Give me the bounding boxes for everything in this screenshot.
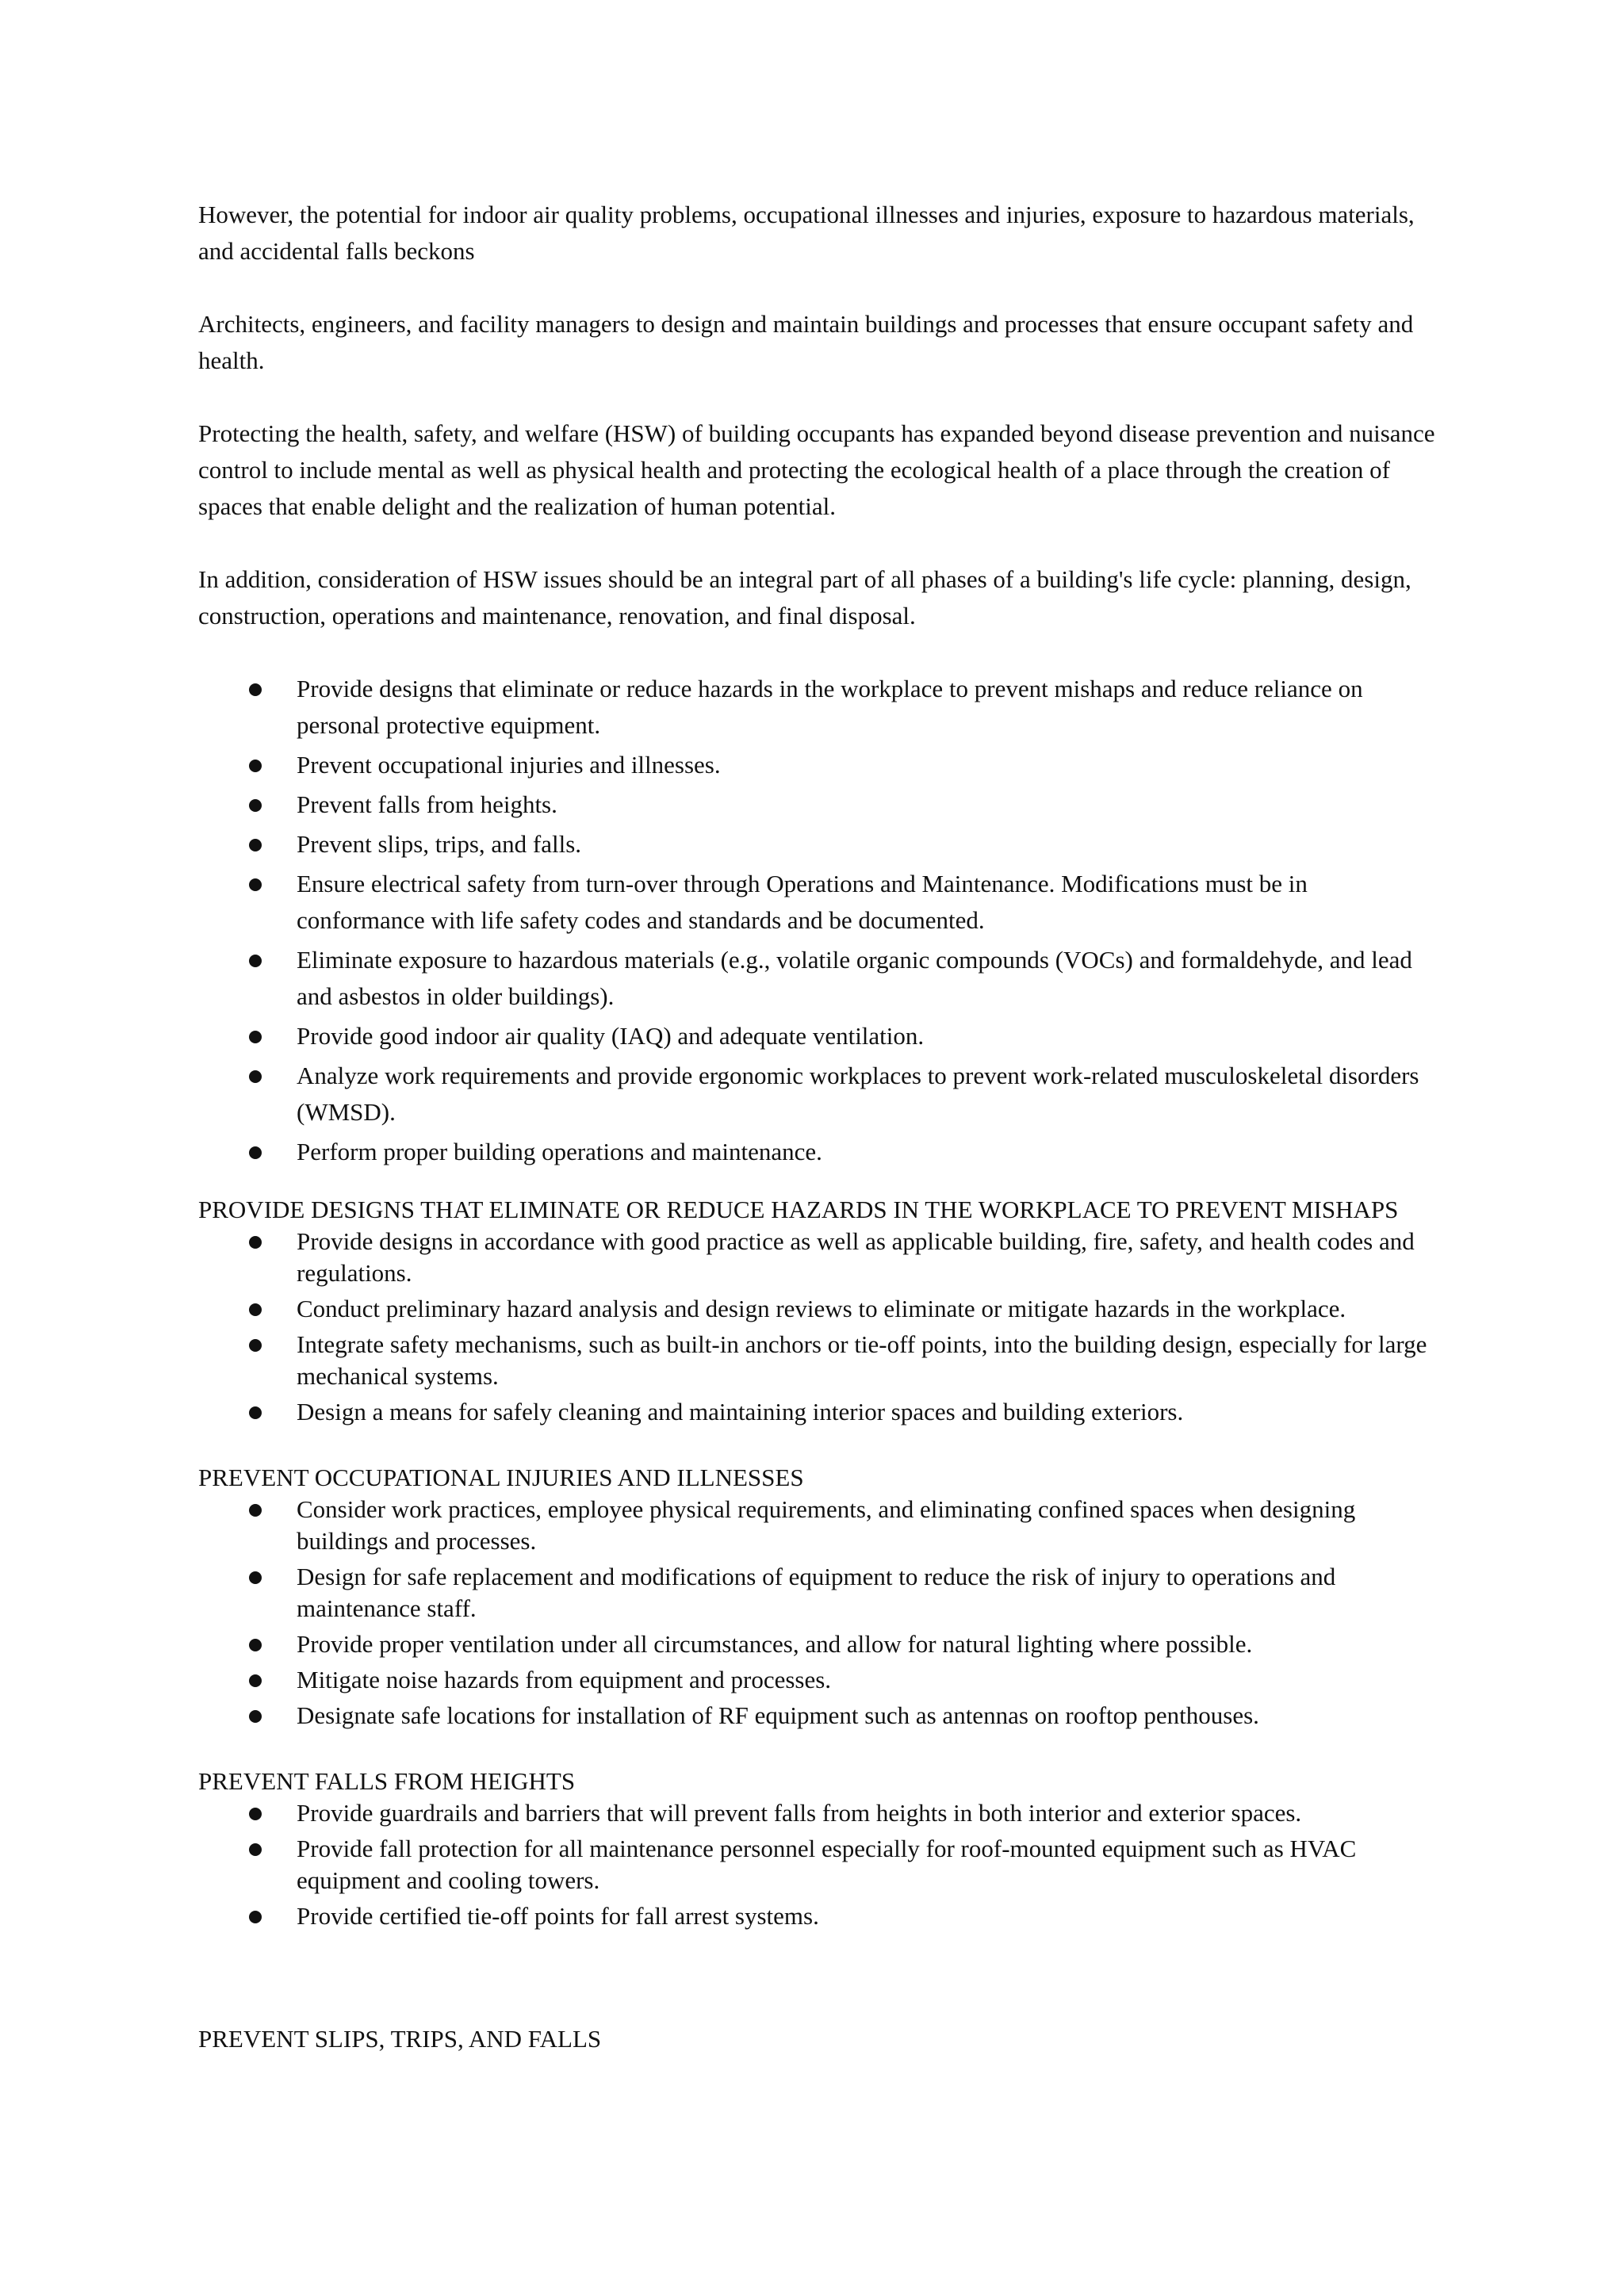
section-bullet-list (198, 1494, 1442, 1732)
paragraph-life-cycle: In addition, consideration of HSW issues should be an integral part of all phases of a building's life cycle: planning, design, construction, operations and maintenance, renovation, and final disposal. (198, 565, 1411, 629)
list-item: Integrate safety mechanisms, such as built-in anchors or tie-off points, into the building design, especially for large mechanical systems. (198, 1329, 1442, 1392)
list-item: Mitigate noise hazards from equipment and processes. (198, 1664, 1442, 1696)
section-occupational-injuries (198, 1462, 1442, 1732)
list-item: Prevent falls from heights. (198, 786, 1442, 823)
list-item: Provide fall protection for all maintenance personnel especially for roof-mounted equipment such as HVAC equipment and cooling towers. (198, 1833, 1442, 1896)
section-slips-trips-falls (198, 2023, 1442, 2055)
list-item: Design for safe replacement and modifications of equipment to reduce the risk of injury to operations and maintenance staff. (198, 1561, 1442, 1624)
list-item: Provide good indoor air quality (IAQ) and adequate ventilation. (198, 1018, 1442, 1054)
section-heading: PREVENT FALLS FROM HEIGHTS (198, 1767, 576, 1795)
section-bullet-list (198, 1797, 1442, 1932)
list-item: Provide designs in accordance with good practice as well as applicable building, fire, safety, and health codes and regulations. (198, 1226, 1442, 1289)
main-bullet-list (198, 671, 1442, 1170)
list-item: Eliminate exposure to hazardous materials (e.g., volatile organic compounds (VOCs) and formaldehyde, and lead and asbestos in older buildings). (198, 942, 1442, 1015)
section-bullet-list (198, 1226, 1442, 1428)
list-item: Designate safe locations for installation of RF equipment such as antennas on rooftop penthouses. (198, 1700, 1442, 1732)
section-heading: PREVENT SLIPS, TRIPS, AND FALLS (198, 2025, 602, 2053)
list-item: Prevent slips, trips, and falls. (198, 826, 1442, 863)
list-item: Provide designs that eliminate or reduce hazards in the workplace to prevent mishaps and reduce reliance on personal protective equipment. (198, 671, 1442, 744)
section-falls-from-heights (198, 1766, 1442, 1932)
section-eliminate-hazards (198, 1194, 1442, 1428)
list-item: Ensure electrical safety from turn-over through Operations and Maintenance. Modifications must be in conformance with life safety codes and standards and be documented. (198, 866, 1442, 939)
paragraph-architects: Architects, engineers, and facility managers to design and maintain buildings and processes that ensure occupant safety and health. (198, 310, 1414, 374)
section-heading: PROVIDE DESIGNS THAT ELIMINATE OR REDUCE HAZARDS IN THE WORKPLACE TO PREVENT MISHAPS (198, 1196, 1399, 1223)
list-item: Perform proper building operations and maintenance. (198, 1134, 1442, 1170)
list-item: Consider work practices, employee physical requirements, and eliminating confined spaces when designing buildings and processes. (198, 1494, 1442, 1557)
list-item: Conduct preliminary hazard analysis and design reviews to eliminate or mitigate hazards in the workplace. (198, 1293, 1442, 1325)
list-item: Provide certified tie-off points for fall arrest systems. (198, 1900, 1442, 1932)
list-item: Provide guardrails and barriers that will prevent falls from heights in both interior and exterior spaces. (198, 1797, 1442, 1829)
list-item: Design a means for safely cleaning and maintaining interior spaces and building exteriors. (198, 1396, 1442, 1428)
paragraph-hsw: Protecting the health, safety, and welfare (HSW) of building occupants has expanded beyond disease prevention and nuisance control to include mental as well as physical health and protecting the ecological health of a place through the creation of spaces that enable delight and the realization of human potential. (198, 419, 1435, 520)
list-item: Analyze work requirements and provide ergonomic workplaces to prevent work-related musculoskeletal disorders (WMSD). (198, 1058, 1442, 1131)
list-item: Provide proper ventilation under all circumstances, and allow for natural lighting where possible. (198, 1628, 1442, 1660)
document-page (198, 197, 1442, 2055)
list-item: Prevent occupational injuries and illnesses. (198, 747, 1442, 783)
section-heading: PREVENT OCCUPATIONAL INJURIES AND ILLNESSES (198, 1464, 804, 1491)
paragraph-intro: However, the potential for indoor air quality problems, occupational illnesses and injuries, exposure to hazardous materials, and accidental falls beckons (198, 201, 1415, 265)
